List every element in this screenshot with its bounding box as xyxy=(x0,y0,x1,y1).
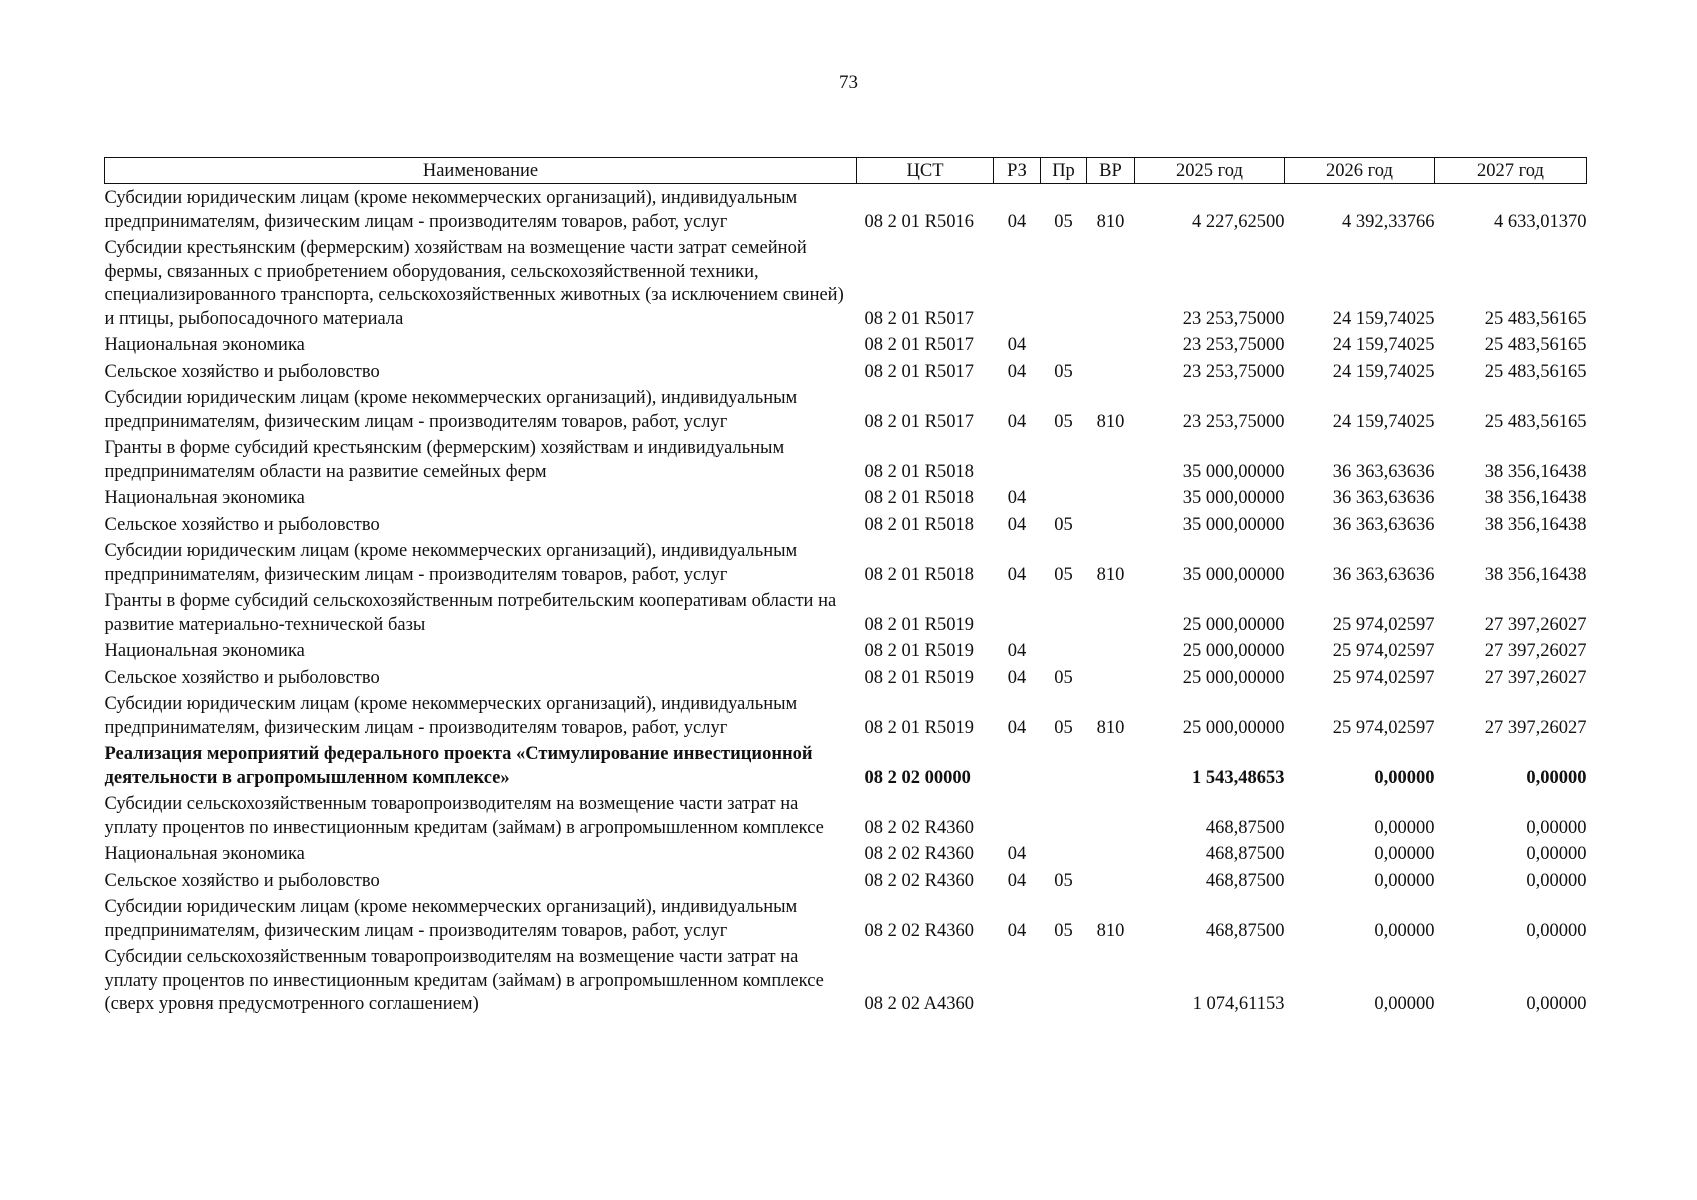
table-row xyxy=(105,587,1587,637)
row-name: Реализация мероприятий федерального проекта «Стимулирование инвестиционной деятельности в агропромышленном комплексе» xyxy=(104,744,813,788)
row-name: Субсидии юридическим лицам (кроме некоммерческих организаций), индивидуальным предпринимателям, физическим лицам - производителям товаров, работ, услуг xyxy=(104,541,798,585)
row-2026-value: 36 363,63636 xyxy=(1332,564,1435,585)
row-pr: 05 xyxy=(1054,211,1073,232)
header-pr: Пр xyxy=(1041,158,1087,184)
row-pr xyxy=(1041,234,1087,331)
row-2027-value: 27 397,26027 xyxy=(1484,641,1587,661)
row-rz xyxy=(994,740,1041,790)
row-name: Субсидии крестьянским (фермерским) хозяйствам на возмещение части затрат семейной фермы, связанных с приобретением оборудования, сельскохозяйственной техники, специализированного транспорта, сельскохозяйственных животных (за исключением свиней) и птицы, рыбопосадочного материала xyxy=(104,238,844,329)
row-vr xyxy=(1087,740,1135,790)
row-pr: 05 xyxy=(1054,361,1073,382)
row-2025-value: 35 000,00000 xyxy=(1182,461,1285,482)
row-rz: 04 xyxy=(1007,211,1027,232)
row-2027-value: 25 483,56165 xyxy=(1484,335,1587,355)
row-vr xyxy=(1087,790,1135,840)
row-pr xyxy=(1041,790,1087,840)
table-row xyxy=(105,840,1587,867)
row-cst: 08 2 01 R5017 xyxy=(864,308,974,329)
row-2026-value: 0,00000 xyxy=(1374,817,1435,838)
row-2025-value: 35 000,00000 xyxy=(1182,514,1285,535)
table-row xyxy=(105,664,1587,691)
row-name: Субсидии юридическим лицам (кроме некоммерческих организаций), индивидуальным предпринимателям, физическим лицам - производителям товаров, работ, услуг xyxy=(104,694,798,738)
header-row xyxy=(105,158,1587,184)
row-name: Национальная экономика xyxy=(104,488,305,508)
row-cst: 08 2 01 R5017 xyxy=(864,335,974,355)
row-pr: 05 xyxy=(1054,870,1073,891)
row-2025-value: 23 253,75000 xyxy=(1182,335,1285,355)
row-pr xyxy=(1041,840,1087,867)
row-vr xyxy=(1087,331,1135,358)
row-vr: 810 xyxy=(1096,211,1125,232)
row-name: Субсидии юридическим лицам (кроме некоммерческих организаций), индивидуальным предпринимателям, физическим лицам - производителям товаров, работ, услуг xyxy=(104,897,798,941)
row-vr xyxy=(1087,637,1135,664)
header-2026: 2026 год xyxy=(1285,158,1435,184)
row-rz xyxy=(994,587,1041,637)
row-cst: 08 2 01 R5017 xyxy=(864,361,974,382)
row-name: Гранты в форме субсидий сельскохозяйственным потребительским кооперативам области на развитие материально-технической базы xyxy=(104,591,837,635)
row-2027-value: 27 397,26027 xyxy=(1484,614,1587,635)
row-2027-value: 27 397,26027 xyxy=(1484,667,1587,688)
row-vr xyxy=(1087,434,1135,484)
row-2025-value: 468,87500 xyxy=(1205,844,1285,864)
row-2025-value: 35 000,00000 xyxy=(1182,488,1285,508)
row-cst: 08 2 02 A4360 xyxy=(864,994,974,1014)
row-cst: 08 2 02 R4360 xyxy=(864,870,974,891)
row-cst: 08 2 01 R5019 xyxy=(864,614,974,635)
row-vr xyxy=(1087,358,1135,385)
row-2026-value: 24 159,74025 xyxy=(1332,411,1435,432)
table-row xyxy=(105,484,1587,511)
row-2026-value: 0,00000 xyxy=(1374,920,1435,941)
row-cst: 08 2 02 00000 xyxy=(864,767,971,788)
row-2027-value: 38 356,16438 xyxy=(1484,564,1587,585)
row-rz xyxy=(994,234,1041,331)
row-2026-value: 0,00000 xyxy=(1374,844,1435,864)
row-2027-value: 0,00000 xyxy=(1526,767,1587,788)
header-cst: ЦСТ xyxy=(857,158,994,184)
row-2027-value: 25 483,56165 xyxy=(1484,308,1587,329)
row-2027-value: 25 483,56165 xyxy=(1484,361,1587,382)
table-row xyxy=(105,893,1587,943)
row-2026-value: 25 974,02597 xyxy=(1332,717,1435,738)
table-row xyxy=(105,867,1587,894)
table-row xyxy=(105,331,1587,358)
table-row xyxy=(105,690,1587,740)
row-name: Сельское хозяйство и рыболовство xyxy=(104,514,380,535)
row-vr xyxy=(1087,587,1135,637)
row-2025-value: 468,87500 xyxy=(1205,817,1285,838)
row-pr xyxy=(1041,740,1087,790)
row-2026-value: 24 159,74025 xyxy=(1332,335,1435,355)
row-pr xyxy=(1041,484,1087,511)
row-2026-value: 0,00000 xyxy=(1374,767,1435,788)
row-cst: 08 2 01 R5018 xyxy=(864,488,974,508)
table-body xyxy=(105,184,1587,1017)
row-pr xyxy=(1041,587,1087,637)
row-2027-value: 0,00000 xyxy=(1526,994,1587,1014)
row-cst: 08 2 01 R5019 xyxy=(864,641,974,661)
row-2026-value: 4 392,33766 xyxy=(1342,211,1435,232)
row-rz xyxy=(994,434,1041,484)
row-rz: 04 xyxy=(1007,920,1027,941)
row-cst: 08 2 01 R5019 xyxy=(864,667,974,688)
row-cst: 08 2 01 R5017 xyxy=(864,411,974,432)
row-pr: 05 xyxy=(1054,564,1073,585)
row-rz: 04 xyxy=(1007,564,1027,585)
row-2025-value: 23 253,75000 xyxy=(1182,411,1285,432)
row-2025-value: 23 253,75000 xyxy=(1182,361,1285,382)
row-2025-value: 468,87500 xyxy=(1205,920,1285,941)
row-2027-value: 38 356,16438 xyxy=(1484,461,1587,482)
row-vr xyxy=(1087,664,1135,691)
row-cst: 08 2 01 R5018 xyxy=(864,564,974,585)
row-rz xyxy=(994,790,1041,840)
row-2026-value: 25 974,02597 xyxy=(1332,641,1435,661)
row-2025-value: 23 253,75000 xyxy=(1182,308,1285,329)
row-2027-value: 0,00000 xyxy=(1526,817,1587,838)
row-rz: 04 xyxy=(1007,844,1027,864)
row-vr: 810 xyxy=(1096,717,1125,738)
row-2027-value: 38 356,16438 xyxy=(1484,488,1587,508)
row-cst: 08 2 01 R5019 xyxy=(864,717,974,738)
row-2026-value: 36 363,63636 xyxy=(1332,461,1435,482)
row-2025-value: 25 000,00000 xyxy=(1182,717,1285,738)
row-2027-value: 25 483,56165 xyxy=(1484,411,1587,432)
table-header xyxy=(105,158,1587,184)
budget-table xyxy=(104,157,1587,1017)
row-2025-value: 25 000,00000 xyxy=(1182,667,1285,688)
row-pr xyxy=(1041,331,1087,358)
header-rz: РЗ xyxy=(994,158,1041,184)
row-name: Сельское хозяйство и рыболовство xyxy=(104,667,380,688)
row-cst: 08 2 01 R5016 xyxy=(864,211,974,232)
row-name: Национальная экономика xyxy=(104,335,305,355)
row-rz: 04 xyxy=(1007,667,1027,688)
row-2026-value: 0,00000 xyxy=(1374,994,1435,1014)
row-cst: 08 2 01 R5018 xyxy=(864,461,974,482)
row-2026-value: 25 974,02597 xyxy=(1332,667,1435,688)
row-2025-value: 25 000,00000 xyxy=(1182,641,1285,661)
row-cst: 08 2 02 R4360 xyxy=(864,844,974,864)
row-vr xyxy=(1087,943,1135,1017)
row-pr: 05 xyxy=(1054,920,1073,941)
row-vr xyxy=(1087,511,1135,538)
table-row xyxy=(105,943,1587,1017)
row-name: Национальная экономика xyxy=(104,844,305,864)
row-rz xyxy=(994,943,1041,1017)
row-2026-value: 24 159,74025 xyxy=(1332,308,1435,329)
row-2027-value: 0,00000 xyxy=(1526,870,1587,891)
row-2027-value: 0,00000 xyxy=(1526,844,1587,864)
row-2027-value: 4 633,01370 xyxy=(1494,211,1587,232)
table-row xyxy=(105,740,1587,790)
row-2026-value: 36 363,63636 xyxy=(1332,514,1435,535)
row-name: Субсидии сельскохозяйственным товаропроизводителям на возмещение части затрат на уплату процентов по инвестиционным кредитам (займам) в агропромышленном комплексе xyxy=(104,794,824,838)
table-row xyxy=(105,511,1587,538)
row-rz: 04 xyxy=(1007,488,1027,508)
row-name: Сельское хозяйство и рыболовство xyxy=(104,361,380,382)
row-rz: 04 xyxy=(1007,361,1027,382)
row-2027-value: 27 397,26027 xyxy=(1484,717,1587,738)
row-name: Субсидии юридическим лицам (кроме некоммерческих организаций), индивидуальным предпринимателям, физическим лицам - производителям товаров, работ, услуг xyxy=(104,388,798,432)
row-pr xyxy=(1041,637,1087,664)
row-pr xyxy=(1041,943,1087,1017)
row-2025-value: 4 227,62500 xyxy=(1192,211,1285,232)
row-cst: 08 2 02 R4360 xyxy=(864,920,974,941)
row-rz: 04 xyxy=(1007,335,1027,355)
table-row xyxy=(105,434,1587,484)
row-vr: 810 xyxy=(1096,564,1125,585)
row-2026-value: 36 363,63636 xyxy=(1332,488,1435,508)
row-cst: 08 2 02 R4360 xyxy=(864,817,974,838)
header-2025: 2025 год xyxy=(1135,158,1285,184)
row-rz: 04 xyxy=(1007,411,1027,432)
row-name: Гранты в форме субсидий крестьянским (фермерским) хозяйствам и индивидуальным предпринимателям области на развитие семейных ферм xyxy=(104,438,785,482)
header-2027: 2027 год xyxy=(1435,158,1587,184)
row-2025-value: 35 000,00000 xyxy=(1182,564,1285,585)
row-pr: 05 xyxy=(1054,717,1073,738)
row-pr: 05 xyxy=(1054,411,1073,432)
row-rz: 04 xyxy=(1007,870,1027,891)
row-cst: 08 2 01 R5018 xyxy=(864,514,974,535)
row-2027-value: 0,00000 xyxy=(1526,920,1587,941)
row-pr: 05 xyxy=(1054,667,1073,688)
row-pr: 05 xyxy=(1054,514,1073,535)
table-row xyxy=(105,384,1587,434)
row-name: Сельское хозяйство и рыболовство xyxy=(104,870,380,891)
row-rz: 04 xyxy=(1007,717,1027,738)
table-row xyxy=(105,184,1587,235)
table-row xyxy=(105,358,1587,385)
row-vr xyxy=(1087,234,1135,331)
row-2027-value: 38 356,16438 xyxy=(1484,514,1587,535)
page-number: 73 xyxy=(839,72,858,93)
row-2026-value: 25 974,02597 xyxy=(1332,614,1435,635)
row-2025-value: 468,87500 xyxy=(1205,870,1285,891)
row-vr: 810 xyxy=(1096,920,1125,941)
row-vr: 810 xyxy=(1096,411,1125,432)
header-vr: ВР xyxy=(1087,158,1135,184)
row-2026-value: 0,00000 xyxy=(1374,870,1435,891)
table-row xyxy=(105,234,1587,331)
row-vr xyxy=(1087,867,1135,894)
row-name: Национальная экономика xyxy=(104,641,305,661)
row-2025-value: 25 000,00000 xyxy=(1182,614,1285,635)
table-row xyxy=(105,790,1587,840)
table-row xyxy=(105,537,1587,587)
row-vr xyxy=(1087,840,1135,867)
row-name: Субсидии юридическим лицам (кроме некоммерческих организаций), индивидуальным предпринимателям, физическим лицам - производителям товаров, работ, услуг xyxy=(104,188,798,232)
row-2026-value: 24 159,74025 xyxy=(1332,361,1435,382)
table-row xyxy=(105,637,1587,664)
header-name: Наименование xyxy=(105,158,857,184)
row-name: Субсидии сельскохозяйственным товаропроизводителям на возмещение части затрат на уплату процентов по инвестиционным кредитам (займам) в агропромышленном комплексе (сверх уровня предусмотренного соглашением) xyxy=(104,947,824,1014)
row-pr xyxy=(1041,434,1087,484)
row-2025-value: 1 543,48653 xyxy=(1192,767,1285,788)
row-2025-value: 1 074,61153 xyxy=(1192,994,1285,1014)
row-rz: 04 xyxy=(1007,641,1027,661)
row-vr xyxy=(1087,484,1135,511)
row-rz: 04 xyxy=(1007,514,1027,535)
